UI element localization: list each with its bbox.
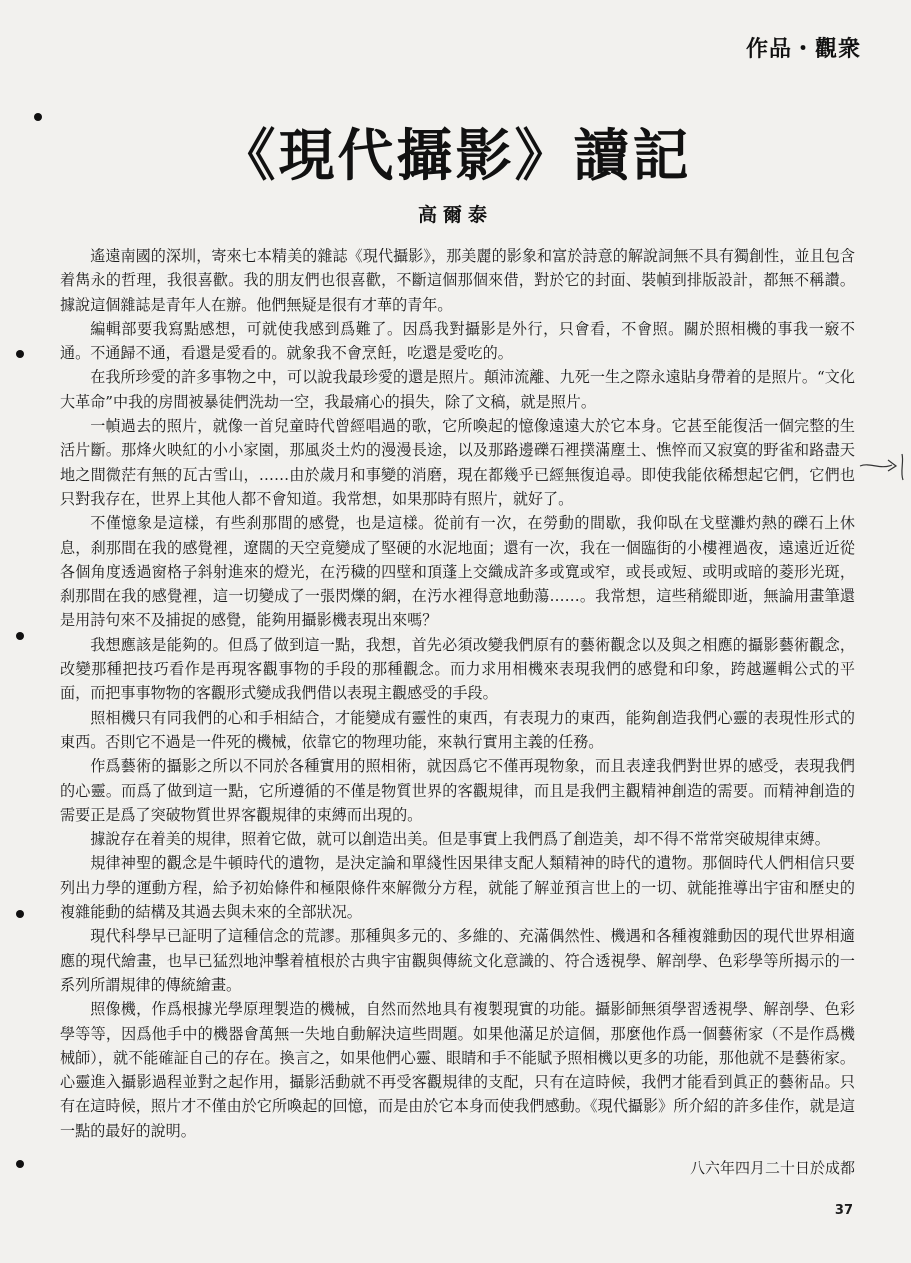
pencil-mark-icon: [858, 452, 910, 482]
punch-hole: [16, 632, 24, 640]
paragraph: 據說存在着美的規律，照着它做，就可以創造出美。但是事實上我們爲了創造美，却不得不常常突破規律束縛。: [90, 830, 830, 849]
paragraph: 照像機，作爲根據光學原理製造的機械，自然而然地具有複製現實的功能。攝影師無須學習透視學、解剖學、色彩學等等，因爲他手中的機器會萬無一失地自動解決這些問題。如果他滿足於這個，那麼他作爲一個藝術家（不是作爲機械師），就不能確証自己的存在。換言之，如果他們心靈、眼睛和手不能賦予照相機以更多的功能，那他就不是藝術家。心靈進入攝影過程並對之起作用，攝影活動就不再受客觀規律的支配，只有在這時候，我們才能看到眞正的藝術品。只有在這時候，照片才不僅由於它所喚起的回憶，而是由於它本身而使我們感動。《現代攝影》所介紹的許多佳作，就是這一點的最好的說明。: [60, 1000, 855, 1140]
page-number: 37: [834, 1203, 853, 1218]
paragraph: 不僅憶象是這樣，有些刹那間的感覺，也是這樣。從前有一次，在勞動的間歇，我仰臥在戈壁灘灼熱的礫石上休息，刹那間在我的感覺裡，遼闊的天空竟變成了堅硬的水泥地面；還有一次，我在一個臨街的小樓裡過夜，遠遠近近從各個角度透過窗格子斜射進來的燈光，在汚穢的四壁和頂蓬上交織成許多或寬或窄，或長或短、或明或暗的菱形光斑，刹那間在我的感覺裡，這一切變成了一張閃爍的網，在汚水裡得意地動蕩……。我常想，這些稍縱即逝，無論用畫筆還是用詩句來不及捕捉的感覺，能夠用攝影機表現出來嗎？: [60, 514, 855, 630]
article-body: [60, 244, 855, 1143]
article-author: 高爾泰: [417, 204, 493, 226]
paragraph: 規律神聖的觀念是牛頓時代的遺物，是決定論和單綫性因果律支配人類精神的時代的遺物。那個時代人們相信只要列出力學的運動方程，給予初始條件和極限條件來解微分方程，就能了解並預言世上的一切、就能推導出宇宙和歷史的複雜能動的結構及其過去與未來的全部狀况。: [60, 854, 855, 922]
paragraph: 作爲藝術的攝影之所以不同於各種實用的照相術，就因爲它不僅再現物象，而且表達我們對世界的感受，表現我們的心靈。而爲了做到這一點，它所遵循的不僅是物質世界的客觀規律，而且是我們主觀精神創造的需要。而精神創造的需要正是爲了突破物質世界客觀規律的束縛而出現的。: [60, 757, 855, 824]
paragraph: 照相機只有同我們的心和手相結合，才能變成有靈性的東西，有表現力的東西，能夠創造我們心靈的表現性形式的東西。否則它不過是一件死的機械，依靠它的物理功能，來執行實用主義的任務。: [60, 708, 855, 751]
punch-hole: [16, 910, 24, 918]
paragraph: 編輯部要我寫點感想，可就使我感到爲難了。因爲我對攝影是外行，只會看，不會照。關於照相機的事我一竅不通。不通歸不通，看還是愛看的。就象我不會烹飪，吃還是愛吃的。: [60, 319, 855, 363]
paragraph: 我想應該是能夠的。但爲了做到這一點，我想，首先必須改變我們原有的藝術觀念以及與之相應的攝影藝術觀念，改變那種把技巧看作是再現客觀事物的手段的那種觀念。而力求用相機來表現我們的感覺和印象，跨越邏輯公式的平面，而把事事物物的客觀形式變成我們借以表現主觀感受的手段。: [60, 635, 855, 703]
punch-hole: [16, 1160, 24, 1168]
article-title: 《現代攝影》讀記: [219, 124, 692, 189]
paragraph: 現代科學早已証明了這種信念的荒謬。那種與多元的、多維的、充滿偶然性、機遇和各種複雜動因的現代世界相適應的現代繪畫，也早已猛烈地沖擊着植根於古典宇宙觀與傳統文化意識的、符合透視學、解剖學、色彩學等所揭示的一系列所謂規律的傳統繪畫。: [60, 927, 855, 994]
signoff-date: 八六年四月二十日於成都: [689, 1159, 855, 1177]
paragraph: 一幀過去的照片，就像一首兒童時代曾經唱過的歌，它所喚起的憶像遠遠大於它本身。它甚至能復活一個完整的生活片斷。那烽火映紅的小小家園，那風炎土灼的漫漫長途，以及那路邊礫石裡撲滿塵土、憔悴而又寂寞的野雀和路盡天地之間微茫有無的瓦古雪山，……由於歲月和事變的消磨，現在都幾乎已經無復追尋。即使我能依稀想起它們，它們也只對我存在，世界上其他人都不會知道。我常想，如果那時有照片，就好了。: [60, 417, 855, 508]
paragraph: 遙遠南國的深圳，寄來七本精美的雜誌《現代攝影》，那美麗的影象和富於詩意的解說詞無不具有獨創性，並且包含着雋永的哲理，我很喜歡。我的朋友們也很喜歡，不斷這個那個來借，對於它的封面、裝幀到排版設計，都無不稱讚。據說這個雜誌是青年人在辦。他們無疑是很有才華的青年。: [60, 247, 855, 314]
punch-hole: [16, 350, 24, 358]
section-tag: 作品・觀衆: [745, 37, 861, 62]
paragraph: 在我所珍愛的許多事物之中，可以說我最珍愛的還是照片。顛沛流離、九死一生之際永遠貼身帶着的是照片。“文化大革命”中我的房間被暴徒們洗劫一空，我最痛心的損失，除了文稿，就是照片。: [60, 368, 855, 411]
